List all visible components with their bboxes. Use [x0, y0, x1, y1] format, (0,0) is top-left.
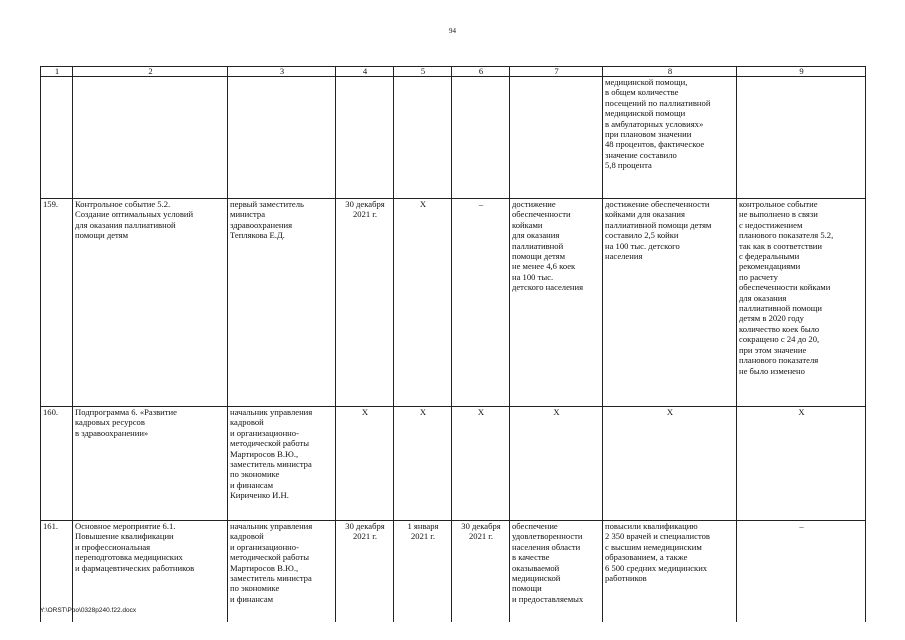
- start-date-cell: 1 января 2021 г.: [394, 521, 452, 623]
- column-number-header: 2: [73, 67, 228, 77]
- comment-cell: [737, 77, 866, 199]
- end-date-cell: Х: [452, 407, 510, 521]
- page-number: 94: [449, 27, 456, 35]
- expected-result-cell: обеспечение удовлетворенности населения области в качестве оказываемой медицинской помощи и предоставляемых: [510, 521, 603, 623]
- column-number-header: 1: [41, 67, 73, 77]
- end-date-cell: 30 декабря 2021 г.: [452, 521, 510, 623]
- comment-cell: Х: [737, 407, 866, 521]
- deadline-cell: Х: [336, 407, 394, 521]
- event-name-cell: [73, 77, 228, 199]
- column-number-header: 5: [394, 67, 452, 77]
- row-number-cell: 160.: [41, 407, 73, 521]
- expected-result-cell: Х: [510, 407, 603, 521]
- report-table: [40, 66, 866, 622]
- actual-result-cell: медицинской помощи, в общем количестве посещений по паллиативной медицинской помощи в амбулаторных условиях» при плановом значении 48 процентов, фактическое значение составило 5,8 процента: [603, 77, 737, 199]
- column-number-header: 7: [510, 67, 603, 77]
- table-row-159: [41, 199, 866, 407]
- event-name-cell: Контрольное событие 5.2. Создание оптимальных условий для оказания паллиативной помощи детям: [73, 199, 228, 407]
- responsible-cell: первый заместитель министра здравоохранения Теплякова Е.Д.: [228, 199, 336, 407]
- file-path-footer: Y:\ORST\Ppo\0328p240.f22.docx: [40, 607, 137, 614]
- end-date-cell: [452, 77, 510, 199]
- column-number-header: 3: [228, 67, 336, 77]
- table-row-160: [41, 407, 866, 521]
- responsible-cell: начальник управления кадровой и организационно- методической работы Мартиросов В.Ю., заместитель министра по экономике и финансам Кириченко И.Н.: [228, 407, 336, 521]
- actual-result-cell: Х: [603, 407, 737, 521]
- deadline-cell: [336, 77, 394, 199]
- column-number-header: 9: [737, 67, 866, 77]
- column-number-row: [41, 67, 866, 77]
- deadline-cell: 30 декабря 2021 г.: [336, 521, 394, 623]
- comment-cell: контрольное событие не выполнено в связи с недостижением планового показателя 5.2, так как в соответствии с федеральными рекомендациями по расчету обеспеченности койками для оказания паллиативной помощи детям в 2020 году количество коек было сокращено с 24 до 20, при этом значение планового показателя не было изменено: [737, 199, 866, 407]
- expected-result-cell: достижение обеспеченности койками для оказания паллиативной помощи детям не менее 4,6 коек на 100 тыс. детского населения: [510, 199, 603, 407]
- row-number-cell: 159.: [41, 199, 73, 407]
- table-row-continuation: [41, 77, 866, 199]
- responsible-cell: начальник управления кадровой и организационно- методической работы Мартиросов В.Ю., заместитель министра по экономике и финансам: [228, 521, 336, 623]
- comment-cell: –: [737, 521, 866, 623]
- row-number-cell: 161.: [41, 521, 73, 623]
- start-date-cell: Х: [394, 407, 452, 521]
- expected-result-cell: [510, 77, 603, 199]
- start-date-cell: [394, 77, 452, 199]
- responsible-cell: [228, 77, 336, 199]
- row-number-cell: [41, 77, 73, 199]
- column-number-header: 8: [603, 67, 737, 77]
- actual-result-cell: достижение обеспеченности койками для оказания паллиативной помощи детям составило 2,5 койки на 100 тыс. детского населения: [603, 199, 737, 407]
- end-date-cell: –: [452, 199, 510, 407]
- actual-result-cell: повысили квалификацию 2 350 врачей и специалистов с высшим немедицинским образованием, а также 6 500 средних медицинских работников: [603, 521, 737, 623]
- start-date-cell: Х: [394, 199, 452, 407]
- deadline-cell: 30 декабря 2021 г.: [336, 199, 394, 407]
- table-row-161: [41, 521, 866, 623]
- event-name-cell: Основное мероприятие 6.1. Повышение квалификации и профессиональная переподготовка медицинских и фармацевтических работников: [73, 521, 228, 623]
- event-name-cell: Подпрограмма 6. «Развитие кадровых ресурсов в здравоохранении»: [73, 407, 228, 521]
- column-number-header: 6: [452, 67, 510, 77]
- column-number-header: 4: [336, 67, 394, 77]
